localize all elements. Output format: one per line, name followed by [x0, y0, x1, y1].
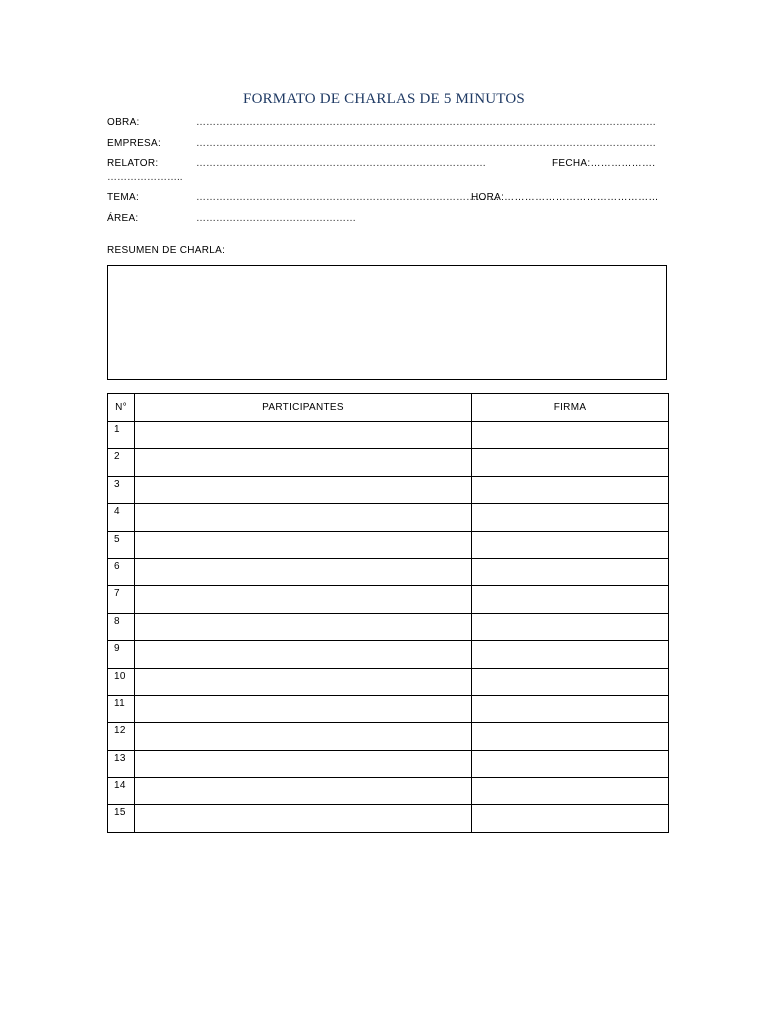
- table-row: [108, 778, 669, 805]
- row-number: 11: [108, 695, 135, 722]
- signature-cell[interactable]: [472, 476, 669, 503]
- table-row: [108, 723, 669, 750]
- participant-name-cell[interactable]: [135, 586, 472, 613]
- signature-cell[interactable]: [472, 695, 669, 722]
- table-row: [108, 558, 669, 585]
- table-row: [108, 695, 669, 722]
- row-number: 8: [108, 613, 135, 640]
- table-row: [108, 586, 669, 613]
- row-number: 10: [108, 668, 135, 695]
- table-row: [108, 641, 669, 668]
- empresa-label: EMPRESA:: [107, 138, 162, 149]
- signature-cell[interactable]: [472, 449, 669, 476]
- signature-cell[interactable]: [472, 723, 669, 750]
- participant-name-cell[interactable]: [135, 449, 472, 476]
- participant-name-cell[interactable]: [135, 750, 472, 777]
- row-number: 6: [108, 558, 135, 585]
- row-number: 14: [108, 778, 135, 805]
- participant-name-cell[interactable]: [135, 613, 472, 640]
- hora-label[interactable]: HORA:………………………………………: [471, 192, 659, 203]
- participant-name-cell[interactable]: [135, 476, 472, 503]
- row-number: 9: [108, 641, 135, 668]
- header-participants: PARTICIPANTES: [135, 394, 472, 422]
- row-number: 15: [108, 805, 135, 832]
- obra-field[interactable]: …………………………………………………………………………………………………………………………: [196, 117, 656, 128]
- area-field[interactable]: …………………………………………: [196, 213, 356, 224]
- fecha-label[interactable]: FECHA:……………….: [552, 158, 656, 169]
- header-number: N°: [108, 394, 135, 422]
- summary-box[interactable]: [107, 265, 667, 380]
- signature-cell[interactable]: [472, 504, 669, 531]
- participant-name-cell[interactable]: [135, 723, 472, 750]
- table-row: [108, 668, 669, 695]
- table-row: [108, 613, 669, 640]
- participant-name-cell[interactable]: [135, 695, 472, 722]
- table-header-row: [108, 394, 669, 422]
- signature-cell[interactable]: [472, 668, 669, 695]
- participant-name-cell[interactable]: [135, 558, 472, 585]
- empresa-field[interactable]: …………………………………………………………………………………………………………………………: [196, 138, 656, 149]
- signature-cell[interactable]: [472, 558, 669, 585]
- participant-name-cell[interactable]: [135, 641, 472, 668]
- table-row: [108, 449, 669, 476]
- signature-cell[interactable]: [472, 778, 669, 805]
- table-row: [108, 531, 669, 558]
- signature-cell[interactable]: [472, 750, 669, 777]
- participant-name-cell[interactable]: [135, 531, 472, 558]
- row-number: 7: [108, 586, 135, 613]
- row-number: 2: [108, 449, 135, 476]
- table-row: [108, 805, 669, 832]
- table-row: [108, 476, 669, 503]
- row-number: 1: [108, 422, 135, 449]
- participant-name-cell[interactable]: [135, 422, 472, 449]
- participant-name-cell[interactable]: [135, 668, 472, 695]
- relator-label: RELATOR:: [107, 158, 159, 169]
- participants-table: [107, 393, 669, 833]
- table-row: [108, 750, 669, 777]
- area-label: ÁREA:: [107, 213, 139, 224]
- summary-label: RESUMEN DE CHARLA:: [107, 245, 226, 256]
- participant-name-cell[interactable]: [135, 805, 472, 832]
- signature-cell[interactable]: [472, 805, 669, 832]
- header-signature: FIRMA: [472, 394, 669, 422]
- table-row: [108, 422, 669, 449]
- signature-cell[interactable]: [472, 586, 669, 613]
- signature-cell[interactable]: [472, 422, 669, 449]
- participant-name-cell[interactable]: [135, 504, 472, 531]
- participant-name-cell[interactable]: [135, 778, 472, 805]
- tema-field[interactable]: ……………………………………………………………………………….: [196, 192, 499, 203]
- row-number: 12: [108, 723, 135, 750]
- obra-label: OBRA:: [107, 117, 140, 128]
- row-number: 4: [108, 504, 135, 531]
- fecha-field-continuation[interactable]: …………………..: [107, 172, 183, 183]
- page-title: FORMATO DE CHARLAS DE 5 MINUTOS: [243, 91, 525, 107]
- tema-label: TEMA:: [107, 192, 140, 203]
- signature-cell[interactable]: [472, 613, 669, 640]
- signature-cell[interactable]: [472, 641, 669, 668]
- table-row: [108, 504, 669, 531]
- signature-cell[interactable]: [472, 531, 669, 558]
- row-number: 13: [108, 750, 135, 777]
- row-number: 3: [108, 476, 135, 503]
- relator-field[interactable]: ……………………………………………………………………………: [196, 158, 486, 169]
- row-number: 5: [108, 531, 135, 558]
